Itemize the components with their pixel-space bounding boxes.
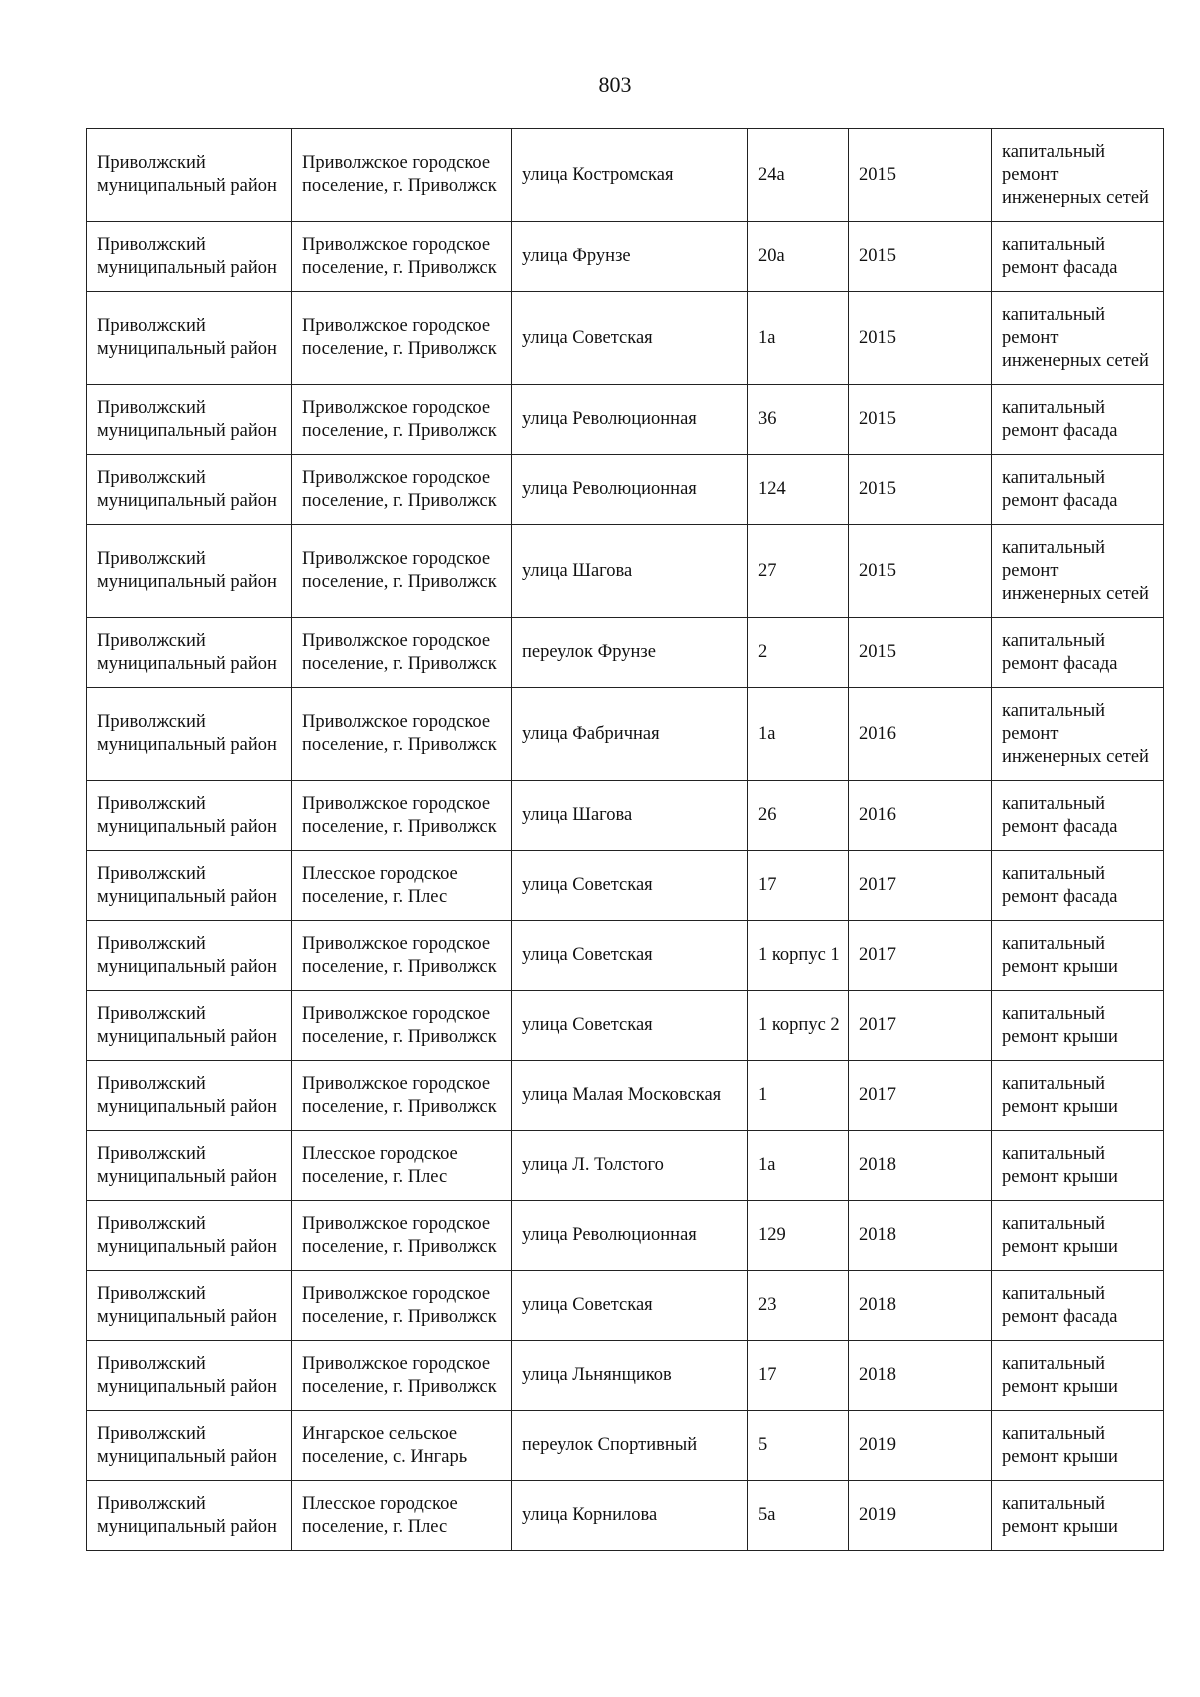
settlement-cell: Приволжское городское поселение, г. Приволжск: [292, 222, 512, 292]
street-cell: улица Костромская: [512, 129, 748, 222]
work-type-cell: капитальный ремонт фасада: [992, 618, 1164, 688]
house-cell: 27: [748, 525, 849, 618]
settlement-cell: Приволжское городское поселение, г. Приволжск: [292, 991, 512, 1061]
district-cell: Приволжский муниципальный район: [87, 1131, 292, 1201]
settlement-cell: Приволжское городское поселение, г. Приволжск: [292, 455, 512, 525]
settlement-cell: Приволжское городское поселение, г. Приволжск: [292, 921, 512, 991]
work-type-cell: капитальный ремонт фасада: [992, 385, 1164, 455]
house-cell: 5: [748, 1411, 849, 1481]
year-cell: 2015: [849, 525, 992, 618]
year-cell: 2018: [849, 1341, 992, 1411]
work-type-cell: капитальный ремонт крыши: [992, 921, 1164, 991]
street-cell: улица Советская: [512, 991, 748, 1061]
work-type-cell: капитальный ремонт фасада: [992, 455, 1164, 525]
year-cell: 2018: [849, 1271, 992, 1341]
house-cell: 2: [748, 618, 849, 688]
house-cell: 26: [748, 781, 849, 851]
street-cell: улица Фабричная: [512, 688, 748, 781]
settlement-cell: Плесское городское поселение, г. Плес: [292, 1131, 512, 1201]
district-cell: Приволжский муниципальный район: [87, 525, 292, 618]
work-type-cell: капитальный ремонт крыши: [992, 1481, 1164, 1551]
settlement-cell: Приволжское городское поселение, г. Приволжск: [292, 1271, 512, 1341]
year-cell: 2015: [849, 618, 992, 688]
district-cell: Приволжский муниципальный район: [87, 129, 292, 222]
street-cell: переулок Спортивный: [512, 1411, 748, 1481]
work-type-cell: капитальный ремонт фасада: [992, 1271, 1164, 1341]
year-cell: 2017: [849, 991, 992, 1061]
street-cell: улица Льнянщиков: [512, 1341, 748, 1411]
street-cell: улица Малая Московская: [512, 1061, 748, 1131]
district-cell: Приволжский муниципальный район: [87, 618, 292, 688]
house-cell: 1: [748, 1061, 849, 1131]
house-cell: 1 корпус 2: [748, 991, 849, 1061]
settlement-cell: Приволжское городское поселение, г. Приволжск: [292, 525, 512, 618]
settlement-cell: Приволжское городское поселение, г. Приволжск: [292, 292, 512, 385]
street-cell: улица Революционная: [512, 455, 748, 525]
year-cell: 2015: [849, 455, 992, 525]
work-type-cell: капитальный ремонт крыши: [992, 1341, 1164, 1411]
district-cell: Приволжский муниципальный район: [87, 292, 292, 385]
settlement-cell: Приволжское городское поселение, г. Приволжск: [292, 1341, 512, 1411]
district-cell: Приволжский муниципальный район: [87, 1481, 292, 1551]
work-type-cell: капитальный ремонт инженерных сетей: [992, 292, 1164, 385]
work-type-cell: капитальный ремонт фасада: [992, 781, 1164, 851]
district-cell: Приволжский муниципальный район: [87, 991, 292, 1061]
district-cell: Приволжский муниципальный район: [87, 222, 292, 292]
house-cell: 1а: [748, 292, 849, 385]
table-row: [87, 385, 1164, 455]
work-type-cell: капитальный ремонт инженерных сетей: [992, 525, 1164, 618]
street-cell: улица Л. Толстого: [512, 1131, 748, 1201]
settlement-cell: Ингарское сельское поселение, с. Ингарь: [292, 1411, 512, 1481]
district-cell: Приволжский муниципальный район: [87, 851, 292, 921]
district-cell: Приволжский муниципальный район: [87, 688, 292, 781]
house-cell: 1 корпус 1: [748, 921, 849, 991]
settlement-cell: Плесское городское поселение, г. Плес: [292, 1481, 512, 1551]
district-cell: Приволжский муниципальный район: [87, 1411, 292, 1481]
table-row: [87, 1341, 1164, 1411]
table-row: [87, 129, 1164, 222]
house-cell: 17: [748, 851, 849, 921]
street-cell: улица Шагова: [512, 525, 748, 618]
year-cell: 2017: [849, 921, 992, 991]
settlement-cell: Плесское городское поселение, г. Плес: [292, 851, 512, 921]
table-row: [87, 222, 1164, 292]
house-cell: 1а: [748, 1131, 849, 1201]
street-cell: улица Советская: [512, 1271, 748, 1341]
settlement-cell: Приволжское городское поселение, г. Приволжск: [292, 781, 512, 851]
work-type-cell: капитальный ремонт фасада: [992, 222, 1164, 292]
house-cell: 1а: [748, 688, 849, 781]
table-row: [87, 1131, 1164, 1201]
table-row: [87, 991, 1164, 1061]
work-type-cell: капитальный ремонт инженерных сетей: [992, 129, 1164, 222]
table-row: [87, 688, 1164, 781]
table-row: [87, 851, 1164, 921]
settlement-cell: Приволжское городское поселение, г. Приволжск: [292, 385, 512, 455]
street-cell: улица Советская: [512, 292, 748, 385]
table-row: [87, 292, 1164, 385]
year-cell: 2018: [849, 1201, 992, 1271]
district-cell: Приволжский муниципальный район: [87, 455, 292, 525]
district-cell: Приволжский муниципальный район: [87, 385, 292, 455]
settlement-cell: Приволжское городское поселение, г. Приволжск: [292, 688, 512, 781]
house-cell: 129: [748, 1201, 849, 1271]
street-cell: улица Советская: [512, 851, 748, 921]
district-cell: Приволжский муниципальный район: [87, 1061, 292, 1131]
year-cell: 2017: [849, 1061, 992, 1131]
year-cell: 2019: [849, 1481, 992, 1551]
house-cell: 36: [748, 385, 849, 455]
street-cell: улица Советская: [512, 921, 748, 991]
table-row: [87, 781, 1164, 851]
table-row: [87, 1271, 1164, 1341]
house-cell: 124: [748, 455, 849, 525]
street-cell: улица Шагова: [512, 781, 748, 851]
year-cell: 2019: [849, 1411, 992, 1481]
year-cell: 2017: [849, 851, 992, 921]
street-cell: улица Революционная: [512, 1201, 748, 1271]
year-cell: 2018: [849, 1131, 992, 1201]
house-cell: 23: [748, 1271, 849, 1341]
page-number: 803: [598, 72, 632, 97]
settlement-cell: Приволжское городское поселение, г. Приволжск: [292, 1201, 512, 1271]
street-cell: переулок Фрунзе: [512, 618, 748, 688]
table-row: [87, 525, 1164, 618]
house-cell: 24а: [748, 129, 849, 222]
table-row: [87, 1061, 1164, 1131]
work-type-cell: капитальный ремонт крыши: [992, 1201, 1164, 1271]
district-cell: Приволжский муниципальный район: [87, 1341, 292, 1411]
table-row: [87, 1411, 1164, 1481]
work-type-cell: капитальный ремонт инженерных сетей: [992, 688, 1164, 781]
work-type-cell: капитальный ремонт крыши: [992, 1411, 1164, 1481]
district-cell: Приволжский муниципальный район: [87, 1271, 292, 1341]
district-cell: Приволжский муниципальный район: [87, 921, 292, 991]
district-cell: Приволжский муниципальный район: [87, 1201, 292, 1271]
year-cell: 2016: [849, 688, 992, 781]
house-cell: 17: [748, 1341, 849, 1411]
year-cell: 2015: [849, 129, 992, 222]
work-type-cell: капитальный ремонт крыши: [992, 1061, 1164, 1131]
street-cell: улица Фрунзе: [512, 222, 748, 292]
district-cell: Приволжский муниципальный район: [87, 781, 292, 851]
work-type-cell: капитальный ремонт крыши: [992, 1131, 1164, 1201]
year-cell: 2015: [849, 385, 992, 455]
street-cell: улица Корнилова: [512, 1481, 748, 1551]
settlement-cell: Приволжское городское поселение, г. Приволжск: [292, 129, 512, 222]
house-cell: 20а: [748, 222, 849, 292]
year-cell: 2016: [849, 781, 992, 851]
table-row: [87, 1201, 1164, 1271]
settlement-cell: Приволжское городское поселение, г. Приволжск: [292, 1061, 512, 1131]
table-row: [87, 618, 1164, 688]
house-cell: 5а: [748, 1481, 849, 1551]
work-type-cell: капитальный ремонт фасада: [992, 851, 1164, 921]
table-row: [87, 921, 1164, 991]
table-row: [87, 455, 1164, 525]
year-cell: 2015: [849, 292, 992, 385]
repair-schedule-table: [86, 128, 1164, 1551]
settlement-cell: Приволжское городское поселение, г. Приволжск: [292, 618, 512, 688]
street-cell: улица Революционная: [512, 385, 748, 455]
year-cell: 2015: [849, 222, 992, 292]
work-type-cell: капитальный ремонт крыши: [992, 991, 1164, 1061]
table-row: [87, 1481, 1164, 1551]
